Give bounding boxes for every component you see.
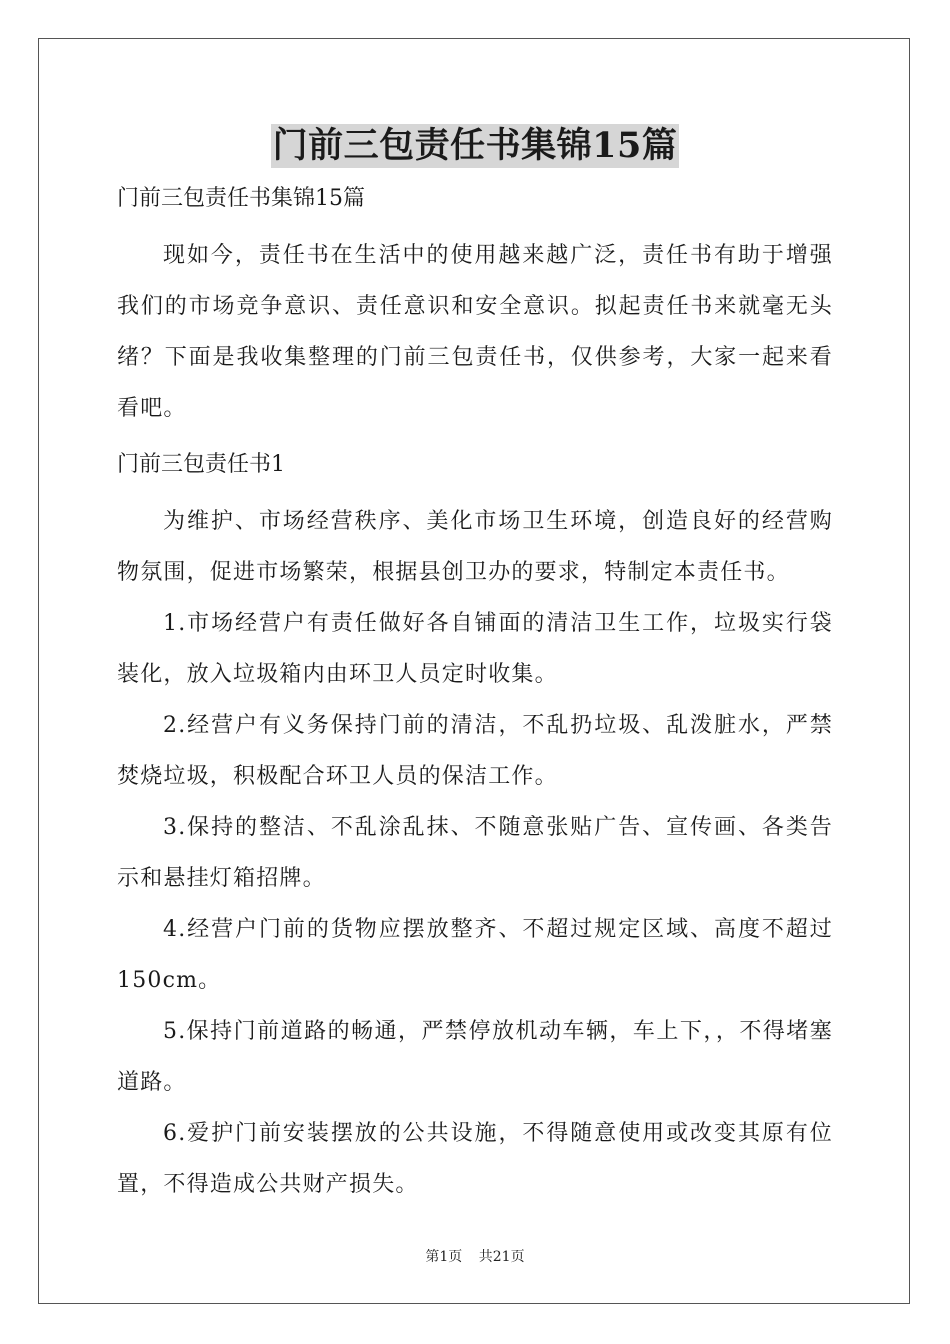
document-body bbox=[117, 180, 833, 1210]
body-paragraph: 1.市场经营户有责任做好各自铺面的清洁卫生工作，垃圾实行袋装化，放入垃圾箱内由环卫人员定时收集。 bbox=[117, 611, 833, 687]
page-number: 第1页 bbox=[425, 1249, 463, 1265]
body-paragraph: 为维护、市场经营秩序、美化市场卫生环境，创造良好的经营购物氛围，促进市场繁荣，根据县创卫办的要求，特制定本责任书。 bbox=[117, 509, 833, 585]
page-footer bbox=[0, 1246, 950, 1266]
body-paragraph: 3.保持的整洁、不乱涂乱抹、不随意张贴广告、宣传画、各类告示和悬挂灯箱招牌。 bbox=[117, 815, 833, 891]
intro-paragraph: 现如今，责任书在生活中的使用越来越广泛，责任书有助于增强我们的市场竞争意识、责任意识和安全意识。拟起责任书来就毫无头绪？下面是我收集整理的门前三包责任书，仅供参考，大家一起来看看吧。 bbox=[117, 243, 833, 421]
body-paragraph: 2.经营户有义务保持门前的清洁，不乱扔垃圾、乱泼脏水，严禁焚烧垃圾，积极配合环卫人员的保洁工作。 bbox=[117, 713, 833, 789]
page-total: 共21页 bbox=[478, 1249, 525, 1265]
body-paragraph: 6.爱护门前安装摆放的公共设施，不得随意使用或改变其原有位置，不得造成公共财产损失。 bbox=[117, 1121, 833, 1197]
title-container bbox=[0, 124, 950, 168]
document-subtitle: 门前三包责任书集锦15篇 bbox=[117, 186, 365, 211]
section-heading: 门前三包责任书1 bbox=[117, 452, 285, 477]
body-paragraph: 4.经营户门前的货物应摆放整齐、不超过规定区域、高度不超过150cm。 bbox=[117, 917, 833, 993]
body-paragraph: 5.保持门前道路的畅通，严禁停放机动车辆，车上下，，不得堵塞道路。 bbox=[117, 1019, 833, 1095]
document-title: 门前三包责任书集锦15篇 bbox=[272, 125, 678, 166]
